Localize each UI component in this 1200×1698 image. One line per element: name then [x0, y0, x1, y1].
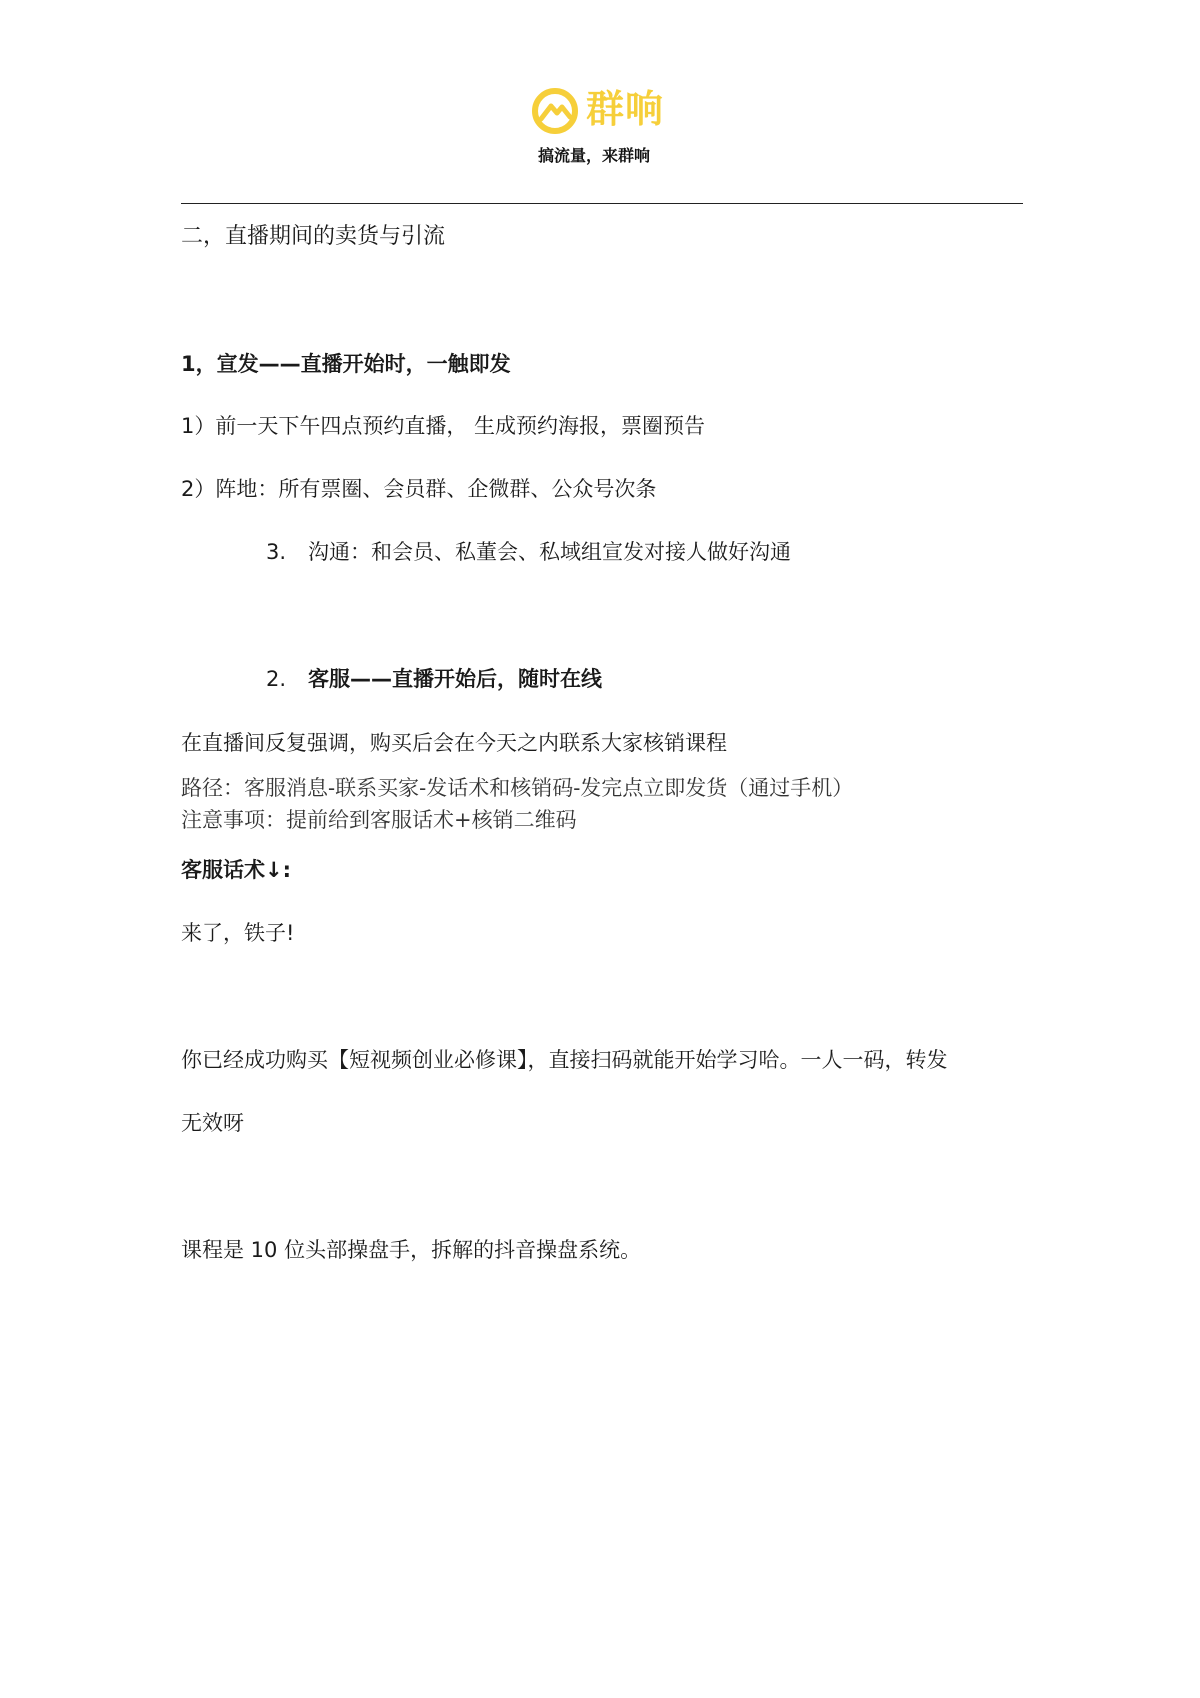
part1-item: 1）前一天下午四点预约直播， 生成预约海报，票圈预告: [181, 414, 706, 438]
script-line: 课程是 10 位头部操盘手，拆解的抖音操盘系统。: [181, 1238, 642, 1262]
part2-notes: 注意事项：提前给到客服话术+核销二维码: [181, 808, 577, 832]
part1-heading: 1，宣发——直播开始时，一触即发: [181, 352, 511, 376]
script-line: 来了，铁子!: [181, 921, 295, 945]
script-line: 无效呀: [181, 1111, 244, 1135]
part2-path: 路径：客服消息-联系买家-发话术和核销码-发完点立即发货（通过手机）: [181, 776, 854, 800]
part1-item: 2）阵地：所有票圈、会员群、企微群、公众号次条: [181, 477, 657, 501]
script-line: 你已经成功购买【短视频创业必修课】，直接扫码就能开始学习哈。一人一码，转发: [181, 1048, 948, 1072]
part2-heading: 客服——直播开始后，随时在线: [308, 667, 602, 691]
list-number: 2.: [266, 667, 287, 691]
mountain-circle-icon: [530, 86, 580, 136]
part2-intro: 在直播间反复强调，购买后会在今天之内联系大家核销课程: [181, 731, 727, 755]
list-number: 3.: [266, 540, 287, 564]
brand-logo: [530, 84, 675, 136]
script-label: 客服话术↓:: [181, 858, 291, 882]
brand-tagline: 搞流量，来群响: [538, 146, 651, 165]
part1-item: 沟通：和会员、私董会、私域组宣发对接人做好沟通: [308, 540, 791, 564]
section-title: 二，直播期间的卖货与引流: [181, 224, 446, 249]
logo-wordmark: 群响: [586, 87, 665, 131]
header-divider: [181, 203, 1023, 204]
